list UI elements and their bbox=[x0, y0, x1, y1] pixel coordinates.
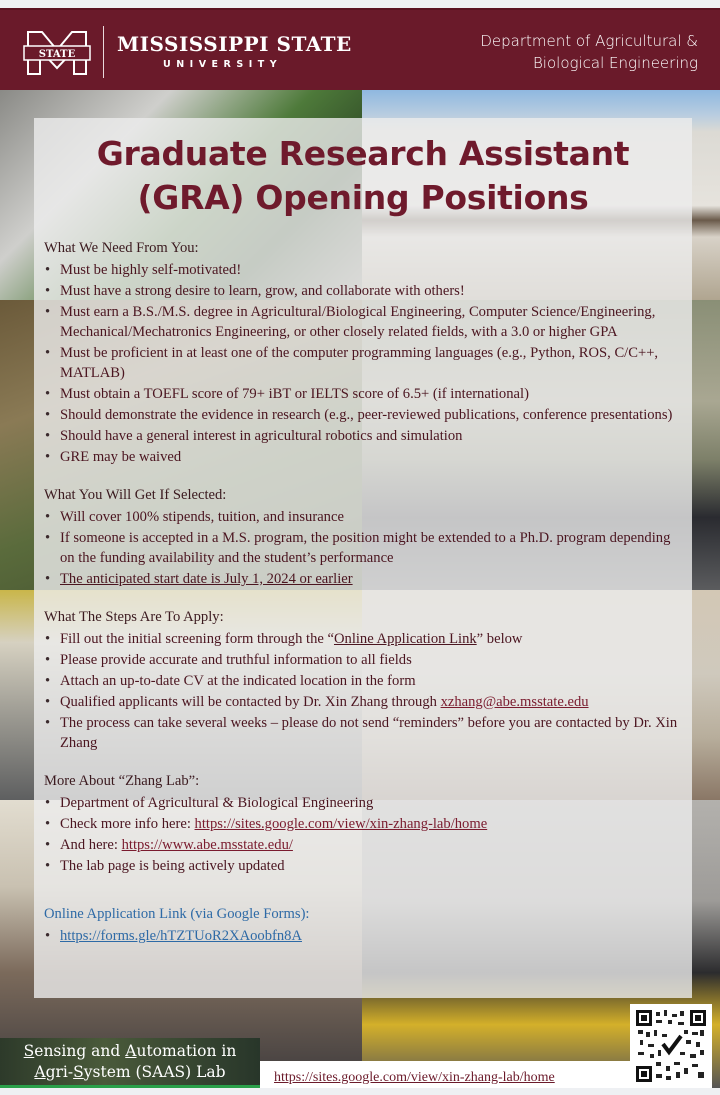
header-divider bbox=[103, 26, 104, 78]
lab-name-line-1 bbox=[0, 1041, 260, 1062]
lab-text: ystem (SAAS) Lab bbox=[83, 1063, 226, 1081]
section-heading: What We Need From You: bbox=[44, 240, 199, 256]
department-website-link[interactable]: https://www.abe.msstate.edu/ bbox=[121, 837, 293, 853]
online-application-link-reference[interactable]: Online Application Link bbox=[333, 631, 477, 647]
item-text: Fill out the initial screening form through the “ bbox=[60, 631, 334, 647]
poster-content bbox=[44, 238, 684, 964]
list-item: • Will cover 100% stipends, tuition, and insurance bbox=[44, 507, 684, 527]
svg-text:STATE: STATE bbox=[38, 49, 76, 60]
lab-info-list bbox=[44, 793, 684, 876]
list-item bbox=[44, 814, 684, 834]
item-text: ” below bbox=[476, 631, 523, 647]
requirements-list bbox=[44, 260, 684, 467]
item-text: And here: bbox=[60, 837, 122, 853]
section-heading: What The Steps Are To Apply: bbox=[44, 609, 224, 625]
apply-steps-list bbox=[44, 629, 684, 753]
section-heading: More About “Zhang Lab”: bbox=[44, 773, 200, 789]
lab-name-line-2 bbox=[0, 1062, 260, 1083]
lab-text: ensing and bbox=[34, 1042, 126, 1060]
msu-m-logo-icon bbox=[22, 28, 92, 78]
application-link-list bbox=[44, 926, 684, 946]
list-item: • GRE may be waived bbox=[44, 447, 684, 467]
list-item-start-date: • The anticipated start date is July 1, 2024 or earlier bbox=[44, 569, 684, 589]
university-header-banner bbox=[0, 8, 720, 90]
list-item: • Should have a general interest in agricultural robotics and simulation bbox=[44, 426, 684, 446]
list-item: • Please provide accurate and truthful information to all fields bbox=[44, 650, 684, 670]
section-application-link bbox=[44, 904, 684, 946]
list-item: • If someone is accepted in a M.S. program, the position might be extended to a Ph.D. program depending on the funding availability and the student’s performance bbox=[44, 528, 684, 568]
lab-initial: S bbox=[23, 1042, 35, 1060]
university-name: MISSISSIPPI STATE bbox=[117, 32, 352, 56]
item-text: Check more info here: bbox=[60, 816, 195, 832]
benefits-list bbox=[44, 507, 684, 589]
lab-initial: A bbox=[34, 1063, 46, 1081]
list-item: • Attach an up-to-date CV at the indicated location in the form bbox=[44, 671, 684, 691]
title-line-2: (GRA) Opening Positions bbox=[137, 178, 589, 217]
university-subtitle: UNIVERSITY bbox=[163, 59, 283, 70]
list-item: • Must earn a B.S./M.S. degree in Agricultural/Biological Engineering, Computer Science/Engineering, Mechanical/Mechatronics Engineering, or other closely related fields, with a 3.0 or higher GPA bbox=[44, 302, 684, 342]
lab-website-link[interactable]: https://sites.google.com/view/xin-zhang-lab/home bbox=[194, 816, 488, 832]
item-text: Qualified applicants will be contacted by Dr. Xin Zhang through bbox=[60, 694, 441, 710]
footer-lab-url[interactable]: https://sites.google.com/view/xin-zhang-lab/home bbox=[274, 1070, 555, 1085]
lab-text: utomation in bbox=[136, 1042, 237, 1060]
list-item: • Should demonstrate the evidence in research (e.g., peer-reviewed publications, conference presentations) bbox=[44, 405, 684, 425]
saas-lab-badge bbox=[0, 1038, 260, 1088]
department-line-2: Biological Engineering bbox=[532, 54, 698, 72]
contact-email-link[interactable]: xzhang@abe.msstate.edu bbox=[440, 694, 589, 710]
list-item: • Must obtain a TOEFL score of 79+ iBT or IELTS score of 6.5+ (if international) bbox=[44, 384, 684, 404]
lab-initial: S bbox=[73, 1063, 84, 1081]
poster-title bbox=[34, 132, 692, 220]
list-item: • Department of Agricultural & Biological Engineering bbox=[44, 793, 684, 813]
section-apply-steps bbox=[44, 607, 684, 753]
list-item: • Must have a strong desire to learn, grow, and collaborate with others! bbox=[44, 281, 684, 301]
list-item bbox=[44, 926, 684, 946]
list-item bbox=[44, 835, 684, 855]
department-name bbox=[480, 30, 698, 74]
list-item: • The process can take several weeks – please do not send “reminders” before you are contacted by Dr. Xin Zhang bbox=[44, 713, 684, 753]
list-item: • Must be highly self-motivated! bbox=[44, 260, 684, 280]
list-item bbox=[44, 692, 684, 712]
section-heading: Online Application Link (via Google Forms): bbox=[44, 906, 310, 922]
qr-code[interactable] bbox=[630, 1004, 712, 1088]
google-form-link[interactable]: https://forms.gle/hTZTUoR2XAoobfn8A bbox=[60, 928, 302, 944]
lab-text: gri- bbox=[45, 1063, 74, 1081]
gra-poster bbox=[0, 8, 720, 1088]
qr-code-icon bbox=[636, 1010, 706, 1082]
department-line-1: Department of Agricultural & bbox=[480, 32, 698, 50]
section-heading: What You Will Get If Selected: bbox=[44, 487, 227, 503]
section-requirements bbox=[44, 238, 684, 467]
section-benefits bbox=[44, 485, 684, 589]
section-more-about-lab bbox=[44, 771, 684, 876]
list-item: • The lab page is being actively updated bbox=[44, 856, 684, 876]
title-line-1: Graduate Research Assistant bbox=[96, 134, 630, 173]
lab-initial: A bbox=[125, 1042, 137, 1060]
list-item: • Must be proficient in at least one of the computer programming languages (e.g., Python, ROS, C/C++, MATLAB) bbox=[44, 343, 684, 383]
list-item bbox=[44, 629, 684, 649]
